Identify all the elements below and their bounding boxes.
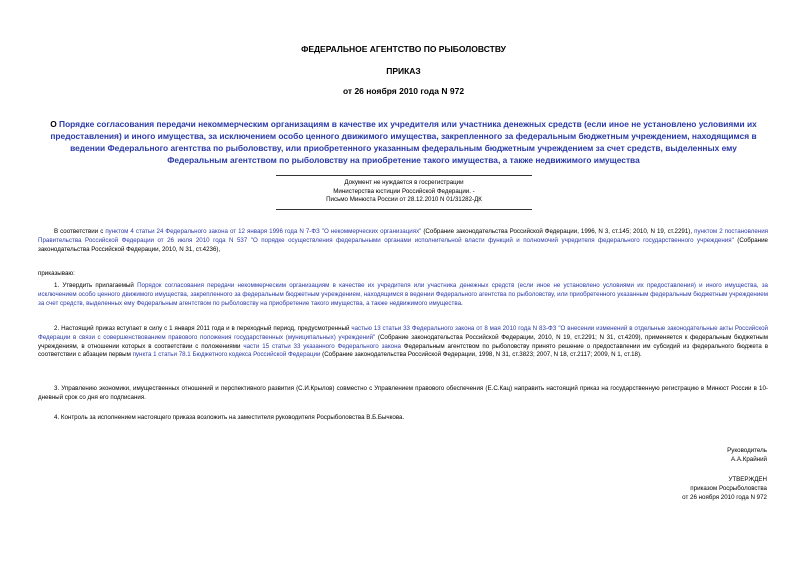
- item-4-paragraph: 4. Контроль за исполнением настоящего приказа возложить на заместителя руководителя Росрыболовства В.Б.Бычкова.: [54, 414, 405, 421]
- article-33-part-15-link[interactable]: части 15 статьи 33 указанного Федерального закона: [243, 342, 401, 350]
- item-2-text-2: (Собрание законодательства Российской Федерации, 2010, N 19, ст.2291; N 31, ст.4209), применяется к федеральным бюджетным учреждениям, в отношении которых в соответствии с положениями: [38, 333, 768, 350]
- agency-heading: ФЕДЕРАЛЬНОЕ АГЕНТСТВО ПО РЫБОЛОВСТВУ: [301, 44, 506, 54]
- order-word: приказываю:: [38, 270, 75, 277]
- title-link[interactable]: Порядке согласования передачи некоммерческим организациям в качестве их учредителя или участника денежных средств (если иное не установлено условиями их предоставления) и иного имущества, за исключением особо ценного движимого имущества, закрепленного за федеральным бюджетным учреждением, находящимся в ведении Федерального агентства по рыболовству, или приобретенного указанным федеральным бюджетным учреждением за счет средств, выделенных ему Федеральным агентством по рыболовству на приобретение такого имущества, а также недвижимого имущества: [50, 119, 757, 165]
- item-3-paragraph: 3. Управлению экономики, имущественных отношений и перспективного развития (С.И.Крылов) совместно с Управлением правового обеспечения (Е.С.Кац) направить настоящий приказ на государственную регистрацию в Минюст России в 10-дневный срок со дня его подписания.: [38, 385, 768, 401]
- signature-name: А.А.Крайний: [731, 455, 767, 463]
- signature-block: [567, 447, 767, 465]
- signature-role: Руководитель: [727, 447, 767, 454]
- preamble-text-1: В соответствии с: [54, 228, 106, 235]
- item-1-text-2: .: [461, 299, 463, 307]
- item-2-text-4: (Собрание законодательства Российской Федерации, 1998, N 31, ст.3823; 2007, N 18, ст.2117; 2009, N 1, ст.18).: [320, 351, 642, 359]
- item-2-text-1: 2. Настоящий приказ вступает в силу с 1 января 2011 года и в переходный период, предусмотренный: [54, 325, 352, 332]
- preamble-text-3: (Собрание законодательства Российской Федерации, 2010, N 31, ст.4236),: [38, 236, 768, 253]
- item-1-paragraph: [38, 282, 768, 308]
- approval-word: УТВЕРЖДЕН: [728, 476, 767, 483]
- title-prefix: О: [50, 119, 60, 129]
- approval-block: [567, 476, 767, 502]
- budget-code-link[interactable]: пункта 1 статьи 78.1 Бюджетного кодекса Российской Федерации: [132, 351, 321, 359]
- approval-line-1: приказом Росрыболовства: [690, 484, 767, 492]
- preamble-text-2: (Собрание законодательства Российской Федерации, 1996, N 3, ст.145; 2010, N 19, ст.2291),: [421, 228, 695, 235]
- approval-line-2: от 26 ноября 2010 года N 972: [682, 493, 767, 501]
- registration-note-line-3: Письмо Минюста России от 28.12.2010 N 01/31282-ДК: [326, 196, 482, 204]
- registration-note-line-1: Документ не нуждается в госрегистрации: [344, 179, 464, 186]
- item-2-paragraph: [38, 325, 768, 360]
- law-7fz-link[interactable]: пунктом 4 статьи 24 Федерального закона от 12 января 1996 года N 7-ФЗ "О некоммерческих организациях": [105, 228, 422, 235]
- registration-note: [276, 175, 532, 210]
- preamble-paragraph: [38, 228, 768, 254]
- law-83fz-link[interactable]: частью 13 статьи 33 Федерального закона от 8 мая 2010 года N 83-ФЗ "О внесении изменений в отдельные законодательные акты Российской Федерации в связи с совершенствованием правового положения государственных (муниципальных) учреждений": [38, 325, 768, 341]
- item-1-text-1: 1. Утвердить прилагаемый: [54, 282, 138, 289]
- procedure-link[interactable]: Порядок согласования передачи некоммерческим организациям в качестве их учредителя или участника денежных средств (если иное не установлено условиями их предоставления) и иного имущества, за исключением особо ценного движимого имущества, закрепленного за федеральным бюджетным учреждением, находящимся в ведении Федерального агентства по рыболовству, или приобретенного указанным федеральным бюджетным учреждением за счет средств, выделенных ему Федеральным агентством по рыболовству на приобретение такого имущества, а также недвижимого имущества: [38, 282, 768, 307]
- resolution-537-link[interactable]: пунктом 2 постановления Правительства Российской Федерации от 26 июля 2010 года N 537 "О порядке осуществления федеральными органами исполнительной власти функций и полномочий учредителя федерального государственного учреждения": [38, 228, 769, 244]
- document-type-heading: ПРИКАЗ: [386, 66, 421, 76]
- registration-note-line-2: Министерства юстиции Российской Федерации. -: [333, 187, 475, 195]
- item-2-text-3: Федеральным агентством по рыболовству принято решение о предоставлении им субсидий из федерального бюджета в соответствии с абзацем первым: [38, 342, 769, 359]
- document-date-number: от 26 ноября 2010 года N 972: [342, 86, 465, 96]
- document-title: [40, 118, 767, 166]
